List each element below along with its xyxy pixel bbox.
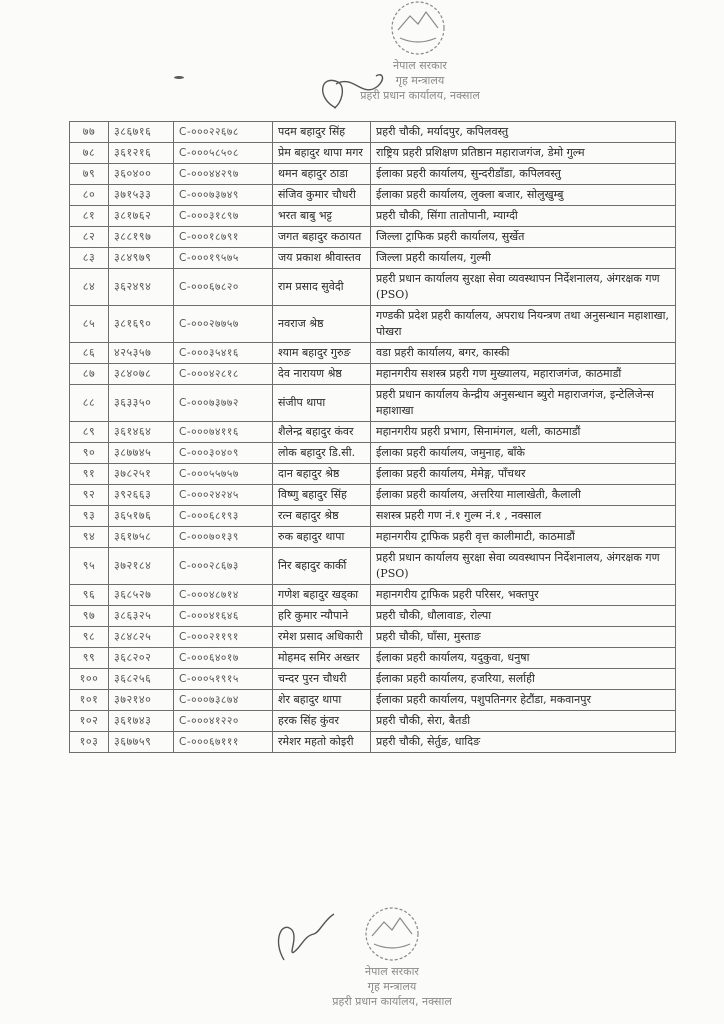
stamp-line-1: नेपाल सरकार — [393, 59, 447, 72]
serial-number-cell: ९८ — [70, 627, 109, 648]
name-cell: भरत बाबु भट्ट — [273, 206, 371, 227]
serial-number-cell: ८९ — [70, 422, 109, 443]
table-row — [70, 269, 676, 306]
table-row — [70, 690, 676, 711]
table-row — [70, 227, 676, 248]
table-row — [70, 648, 676, 669]
name-cell: हरक सिंह कुंवर — [273, 711, 371, 732]
id-number-cell: ४२५३५७ — [109, 343, 174, 364]
name-cell: जय प्रकाश श्रीवास्तव — [273, 248, 371, 269]
office-cell: प्रहरी चौकी, घाँसा, मुस्ताङ — [371, 627, 676, 648]
name-cell: गणेश बहादुर खड्का — [273, 585, 371, 606]
office-cell: प्रहरी प्रधान कार्यालय सुरक्षा सेवा व्यवस्थापन निर्देशनालय, अंगरक्षक गण (PSO) — [371, 269, 676, 306]
serial-number-cell: ८३ — [70, 248, 109, 269]
table-row — [70, 248, 676, 269]
office-cell: ईलाका प्रहरी कार्यालय, लुक्ला बजार, सोलुखुम्बु — [371, 185, 676, 206]
table-row — [70, 485, 676, 506]
serial-number-cell: १०० — [70, 669, 109, 690]
id-number-cell: ३६०४०० — [109, 164, 174, 185]
office-cell: ईलाका प्रहरी कार्यालय, मेमेङ्ग, पाँचथर — [371, 464, 676, 485]
id-number-cell: ३८४०७८ — [109, 364, 174, 385]
serial-number-cell: ८८ — [70, 385, 109, 422]
code-cell: C-०००४४२९७ — [174, 164, 273, 185]
serial-number-cell: ८० — [70, 185, 109, 206]
serial-number-cell: ९६ — [70, 585, 109, 606]
table-row — [70, 506, 676, 527]
code-cell: C-०००४१२२० — [174, 711, 273, 732]
serial-number-cell: ९० — [70, 443, 109, 464]
office-cell: महानगरीय ट्राफिक प्रहरी परिसर, भक्तपुर — [371, 585, 676, 606]
name-cell: नवराज श्रेष्ठ — [273, 306, 371, 343]
serial-number-cell: ९२ — [70, 485, 109, 506]
serial-number-cell: ९३ — [70, 506, 109, 527]
code-cell: C-०००१८७९१ — [174, 227, 273, 248]
name-cell: पदम बहादुर सिंह — [273, 122, 371, 143]
stamp-line-1: नेपाल सरकार — [365, 965, 419, 978]
name-cell: संजीप थापा — [273, 385, 371, 422]
stamp-line-3: प्रहरी प्रधान कार्यालय, नक्साल — [332, 995, 452, 1008]
office-cell: गण्डकी प्रदेश प्रहरी कार्यालय, अपराध नियन्त्रण तथा अनुसन्धान महाशाखा, पोखरा — [371, 306, 676, 343]
serial-number-cell: ९४ — [70, 527, 109, 548]
name-cell: लोक बहादुर डि.सी. — [273, 443, 371, 464]
table-row — [70, 306, 676, 343]
office-cell: ईलाका प्रहरी कार्यालय, यदुकुवा, धनुषा — [371, 648, 676, 669]
office-cell: जिल्ला प्रहरी कार्यालय, गुल्मी — [371, 248, 676, 269]
table-row — [70, 422, 676, 443]
id-number-cell: ३८७७४५ — [109, 443, 174, 464]
id-number-cell: ३८८१९७ — [109, 227, 174, 248]
id-number-cell: ३७१५३३ — [109, 185, 174, 206]
serial-number-cell: ९९ — [70, 648, 109, 669]
id-number-cell: ३८४८२५ — [109, 627, 174, 648]
table-row — [70, 464, 676, 485]
serial-number-cell: ९७ — [70, 606, 109, 627]
id-number-cell: ३६८५२७ — [109, 585, 174, 606]
code-cell: C-०००२७७५७ — [174, 306, 273, 343]
name-cell: निर बहादुर कार्की — [273, 548, 371, 585]
code-cell: C-०००७०१३९ — [174, 527, 273, 548]
serial-number-cell: ७९ — [70, 164, 109, 185]
id-number-cell: ३८६३२५ — [109, 606, 174, 627]
table-row — [70, 206, 676, 227]
name-cell: मोहमद समिर अख्तर — [273, 648, 371, 669]
code-cell: C-०००१९५७५ — [174, 248, 273, 269]
name-cell: प्रेम बहादुर थापा मगर — [273, 143, 371, 164]
code-cell: C-०००४८७१४ — [174, 585, 273, 606]
serial-number-cell: ८५ — [70, 306, 109, 343]
code-cell: C-०००३१८९७ — [174, 206, 273, 227]
name-cell: चन्दर पुरन चौधरी — [273, 669, 371, 690]
serial-number-cell: ८६ — [70, 343, 109, 364]
table-row — [70, 122, 676, 143]
official-stamp-bottom — [262, 906, 482, 1024]
code-cell: C-०००७३७७२ — [174, 385, 273, 422]
code-cell: C-०००२८६७३ — [174, 548, 273, 585]
id-number-cell: ३६५१७६ — [109, 506, 174, 527]
serial-number-cell: ९१ — [70, 464, 109, 485]
table-row — [70, 385, 676, 422]
stamp-text — [302, 964, 482, 1009]
official-stamp-top — [300, 0, 500, 120]
code-cell: C-०००५१९१५ — [174, 669, 273, 690]
id-number-cell: ३६१७५८ — [109, 527, 174, 548]
table-row — [70, 143, 676, 164]
code-cell: C-०००७३८७४ — [174, 690, 273, 711]
serial-number-cell: ९५ — [70, 548, 109, 585]
table-row — [70, 185, 676, 206]
id-number-cell: ३६१७४३ — [109, 711, 174, 732]
table-row — [70, 627, 676, 648]
serial-number-cell: ८२ — [70, 227, 109, 248]
code-cell: C-०००४१६४६ — [174, 606, 273, 627]
serial-number-cell: ७८ — [70, 143, 109, 164]
id-number-cell: ३६१४६४ — [109, 422, 174, 443]
code-cell: C-०००६४०१७ — [174, 648, 273, 669]
id-number-cell: ३८४९७९ — [109, 248, 174, 269]
table-row — [70, 669, 676, 690]
id-number-cell: ३८१७६२ — [109, 206, 174, 227]
table-row — [70, 711, 676, 732]
office-cell: ईलाका प्रहरी कार्यालय, सुन्दरीडाँडा, कपिलवस्तु — [371, 164, 676, 185]
table-row — [70, 343, 676, 364]
office-cell: प्रहरी प्रधान कार्यालय केन्द्रीय अनुसन्धान ब्युरो महाराजगंज, इन्टेलिजेन्स महाशाखा — [371, 385, 676, 422]
serial-number-cell: ८१ — [70, 206, 109, 227]
table-row — [70, 443, 676, 464]
office-cell: वडा प्रहरी कार्यालय, बगर, कास्की — [371, 343, 676, 364]
serial-number-cell: १०२ — [70, 711, 109, 732]
office-cell: महानगरीय प्रहरी प्रभाग, सिनामंगल, थली, काठमाडौं — [371, 422, 676, 443]
office-cell: प्रहरी चौकी, मर्यादपुर, कपिलवस्तु — [371, 122, 676, 143]
table-row — [70, 732, 676, 753]
id-number-cell: ३९२६६३ — [109, 485, 174, 506]
name-cell: रमेश प्रसाद अधिकारी — [273, 627, 371, 648]
stamp-line-3: प्रहरी प्रधान कार्यालय, नक्साल — [360, 89, 480, 102]
id-number-cell: ३६१२१६ — [109, 143, 174, 164]
id-number-cell: ३८१६९० — [109, 306, 174, 343]
id-number-cell: ३८६७१६ — [109, 122, 174, 143]
serial-number-cell: ८७ — [70, 364, 109, 385]
code-cell: C-०००६७८२० — [174, 269, 273, 306]
id-number-cell: ३६७७५९ — [109, 732, 174, 753]
personnel-table-body — [70, 122, 676, 753]
table-row — [70, 585, 676, 606]
code-cell: C-०००३०४०९ — [174, 443, 273, 464]
name-cell: रमेशर महतो कोइरी — [273, 732, 371, 753]
name-cell: संजिव कुमार चौधरी — [273, 185, 371, 206]
name-cell: रुक बहादुर थापा — [273, 527, 371, 548]
table-row — [70, 548, 676, 585]
office-cell: महानगरीय सशस्त्र प्रहरी गण मुख्यालय, महाराजगंज, काठमाडौं — [371, 364, 676, 385]
office-cell: ईलाका प्रहरी कार्यालय, अत्तरिया मालाखेती, कैलाली — [371, 485, 676, 506]
id-number-cell: ३६३३५० — [109, 385, 174, 422]
office-cell: प्रहरी चौकी, सेर्तुङ, धादिङ — [371, 732, 676, 753]
office-cell: प्रहरी चौकी, धौलावाङ, रोल्पा — [371, 606, 676, 627]
name-cell: विष्णु बहादुर सिंह — [273, 485, 371, 506]
name-cell: दान बहादुर श्रेष्ठ — [273, 464, 371, 485]
id-number-cell: ३७२१८४ — [109, 548, 174, 585]
id-number-cell: ३६२४९४ — [109, 269, 174, 306]
code-cell: C-०००५५७५७ — [174, 464, 273, 485]
name-cell: हरि कुमार न्यौपाने — [273, 606, 371, 627]
office-cell: प्रहरी प्रधान कार्यालय सुरक्षा सेवा व्यवस्थापन निर्देशनालय, अंगरक्षक गण (PSO) — [371, 548, 676, 585]
stamp-line-2: गृह मन्त्रालय — [367, 980, 417, 993]
name-cell: शेर बहादुर थापा — [273, 690, 371, 711]
code-cell: C-०००४२८१८ — [174, 364, 273, 385]
table-row — [70, 364, 676, 385]
name-cell: शैलेन्द्र बहादुर कंवर — [273, 422, 371, 443]
table-row — [70, 527, 676, 548]
stamp-text — [340, 58, 500, 103]
name-cell: देव नारायण श्रेष्ठ — [273, 364, 371, 385]
signature-mark — [279, 914, 334, 960]
serial-number-cell: १०३ — [70, 732, 109, 753]
id-number-cell: ३७८२५१ — [109, 464, 174, 485]
id-number-cell: ३७२१४० — [109, 690, 174, 711]
code-cell: C-०००३५४१६ — [174, 343, 273, 364]
name-cell: राम प्रसाद सुवेदी — [273, 269, 371, 306]
scan-speck — [174, 76, 184, 79]
code-cell: C-०००६७१११ — [174, 732, 273, 753]
code-cell: C-०००२११९१ — [174, 627, 273, 648]
table-row — [70, 606, 676, 627]
id-number-cell: ३६८२५६ — [109, 669, 174, 690]
office-cell: राष्ट्रिय प्रहरी प्रशिक्षण प्रतिष्ठान महाराजगंज, डेमो गुल्म — [371, 143, 676, 164]
code-cell: C-०००५८५०८ — [174, 143, 273, 164]
code-cell: C-०००२२६७८ — [174, 122, 273, 143]
serial-number-cell: ८४ — [70, 269, 109, 306]
office-cell: सशस्त्र प्रहरी गण नं.१ गुल्म नं.१ , नक्साल — [371, 506, 676, 527]
name-cell: जगत बहादुर कठायत — [273, 227, 371, 248]
personnel-table — [69, 121, 676, 753]
office-cell: महानगरीय ट्राफिक प्रहरी वृत्त कालीमाटी, काठमाडौं — [371, 527, 676, 548]
code-cell: C-०००६८१९३ — [174, 506, 273, 527]
name-cell: रत्न बहादुर श्रेष्ठ — [273, 506, 371, 527]
office-cell: ईलाका प्रहरी कार्यालय, जमुनाह, बाँके — [371, 443, 676, 464]
serial-number-cell: ७७ — [70, 122, 109, 143]
office-cell: प्रहरी चौकी, सेरा, बैतडी — [371, 711, 676, 732]
office-cell: ईलाका प्रहरी कार्यालय, पशुपतिनगर हेटौंडा, मकवानपुर — [371, 690, 676, 711]
code-cell: C-०००२४२४५ — [174, 485, 273, 506]
table-row — [70, 164, 676, 185]
name-cell: थमन बहादुर ठाडा — [273, 164, 371, 185]
office-cell: ईलाका प्रहरी कार्यालय, हजरिया, सर्लाही — [371, 669, 676, 690]
serial-number-cell: १०१ — [70, 690, 109, 711]
office-cell: प्रहरी चौकी, सिंगा तातोपानी, म्याग्दी — [371, 206, 676, 227]
office-cell: जिल्ला ट्राफिक प्रहरी कार्यालय, सुर्खेत — [371, 227, 676, 248]
code-cell: C-०००७३७४९ — [174, 185, 273, 206]
stamp-line-2: गृह मन्त्रालय — [395, 74, 445, 87]
code-cell: C-०००७४११६ — [174, 422, 273, 443]
id-number-cell: ३६८२०२ — [109, 648, 174, 669]
name-cell: श्याम बहादुर गुरुङ — [273, 343, 371, 364]
